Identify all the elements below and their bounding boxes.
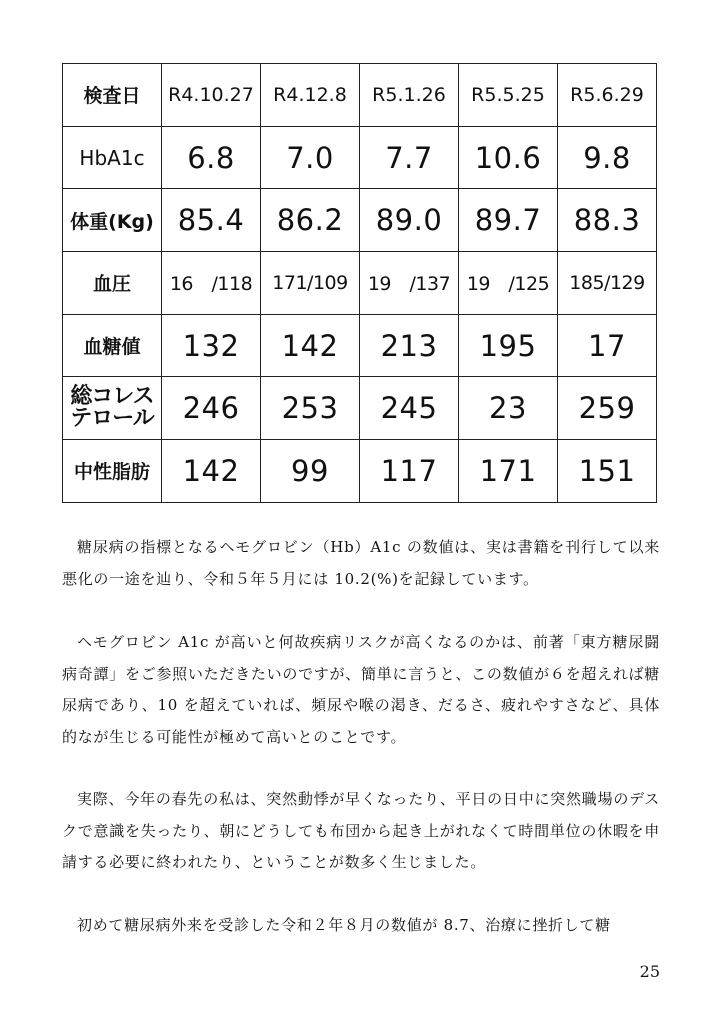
table-cell: 142	[261, 314, 360, 377]
table-cell: 9.8	[558, 126, 657, 189]
row-label-cholesterol	[63, 377, 162, 440]
table-cell: 245	[360, 377, 459, 440]
row-label-weight: 体重(Kg)	[63, 189, 162, 252]
table-cell: 7.0	[261, 126, 360, 189]
row-label-cholesterol-line2: テロール	[70, 406, 154, 432]
table-cell: 89.7	[459, 189, 558, 252]
table-cell: 142	[162, 440, 261, 503]
table-cell: 213	[360, 314, 459, 377]
body-paragraph-2: ヘモグロビン A1c が高いと何故疾病リスクが高くなるのかは、前著「東方糖尿闘病奇譚」をご参照いただきたいのですが、簡単に言うと、この数値が６を超えれば糖尿病であり、10 を超えていれば、頻尿や喉の渇き、だるさ、疲れやすさなど、具体的なが生じる可能性が極めて高いとのことです。	[62, 633, 660, 746]
page-number: 25	[639, 962, 660, 981]
table-cell: 117	[360, 440, 459, 503]
table-row-triglycerides	[63, 440, 657, 503]
row-label-hba1c: HbA1c	[63, 126, 162, 189]
table-row-weight	[63, 189, 657, 252]
body-paragraph-4: 初めて糖尿病外来を受診した令和２年８月の数値が 8.7、治療に挫折して糖	[77, 916, 611, 934]
table-cell: 99	[261, 440, 360, 503]
table-row-blood-sugar	[63, 314, 657, 377]
table-cell: 86.2	[261, 189, 360, 252]
header-cell-exam-date: 検査日	[63, 64, 162, 127]
row-label-cholesterol-line1: 総コレス	[70, 384, 154, 410]
table-cell: 88.3	[558, 189, 657, 252]
body-paragraph-3: 実際、今年の春先の私は、突然動悸が早くなったり、平日の日中に突然職場のデスクで意識を失ったり、朝にどうしても布団から起き上がれなくて時間単位の休暇を申請する必要に終われたり、ということが数多く生じました。	[62, 790, 660, 871]
table-cell: 89.0	[360, 189, 459, 252]
table-cell: 19 /137	[360, 252, 459, 315]
table-cell: 6.8	[162, 126, 261, 189]
table-cell: 23	[459, 377, 558, 440]
table-row-blood-pressure	[63, 252, 657, 315]
table-cell: 85.4	[162, 189, 261, 252]
table-cell: 253	[261, 377, 360, 440]
table-cell: 195	[459, 314, 558, 377]
lab-results-table	[62, 63, 657, 503]
table-cell: 132	[162, 314, 261, 377]
header-cell-date: R4.12.8	[261, 64, 360, 127]
table-cell: 246	[162, 377, 261, 440]
table-row-hba1c	[63, 126, 657, 189]
table-cell: 17	[558, 314, 657, 377]
row-label-blood-pressure: 血圧	[63, 252, 162, 315]
row-label-triglycerides: 中性脂肪	[63, 440, 162, 503]
table-cell: 7.7	[360, 126, 459, 189]
header-cell-date: R5.5.25	[459, 64, 558, 127]
table-cell: 151	[558, 440, 657, 503]
row-label-blood-sugar: 血糖値	[63, 314, 162, 377]
table-row-cholesterol	[63, 377, 657, 440]
table-cell: 171	[459, 440, 558, 503]
header-cell-date: R4.10.27	[162, 64, 261, 127]
body-paragraph-1: 糖尿病の指標となるヘモグロビン（Hb）A1c の数値は、実は書籍を刊行して以来悪化の一途を辿り、令和５年５月には 10.2(%)を記録しています。	[62, 538, 660, 588]
header-cell-date: R5.1.26	[360, 64, 459, 127]
table-cell: 171/109	[261, 252, 360, 315]
table-cell: 10.6	[459, 126, 558, 189]
table-cell: 259	[558, 377, 657, 440]
table-cell: 19 /125	[459, 252, 558, 315]
table-cell: 16 /118	[162, 252, 261, 315]
header-cell-date: R5.6.29	[558, 64, 657, 127]
table-cell: 185/129	[558, 252, 657, 315]
table-header-row	[63, 64, 657, 127]
